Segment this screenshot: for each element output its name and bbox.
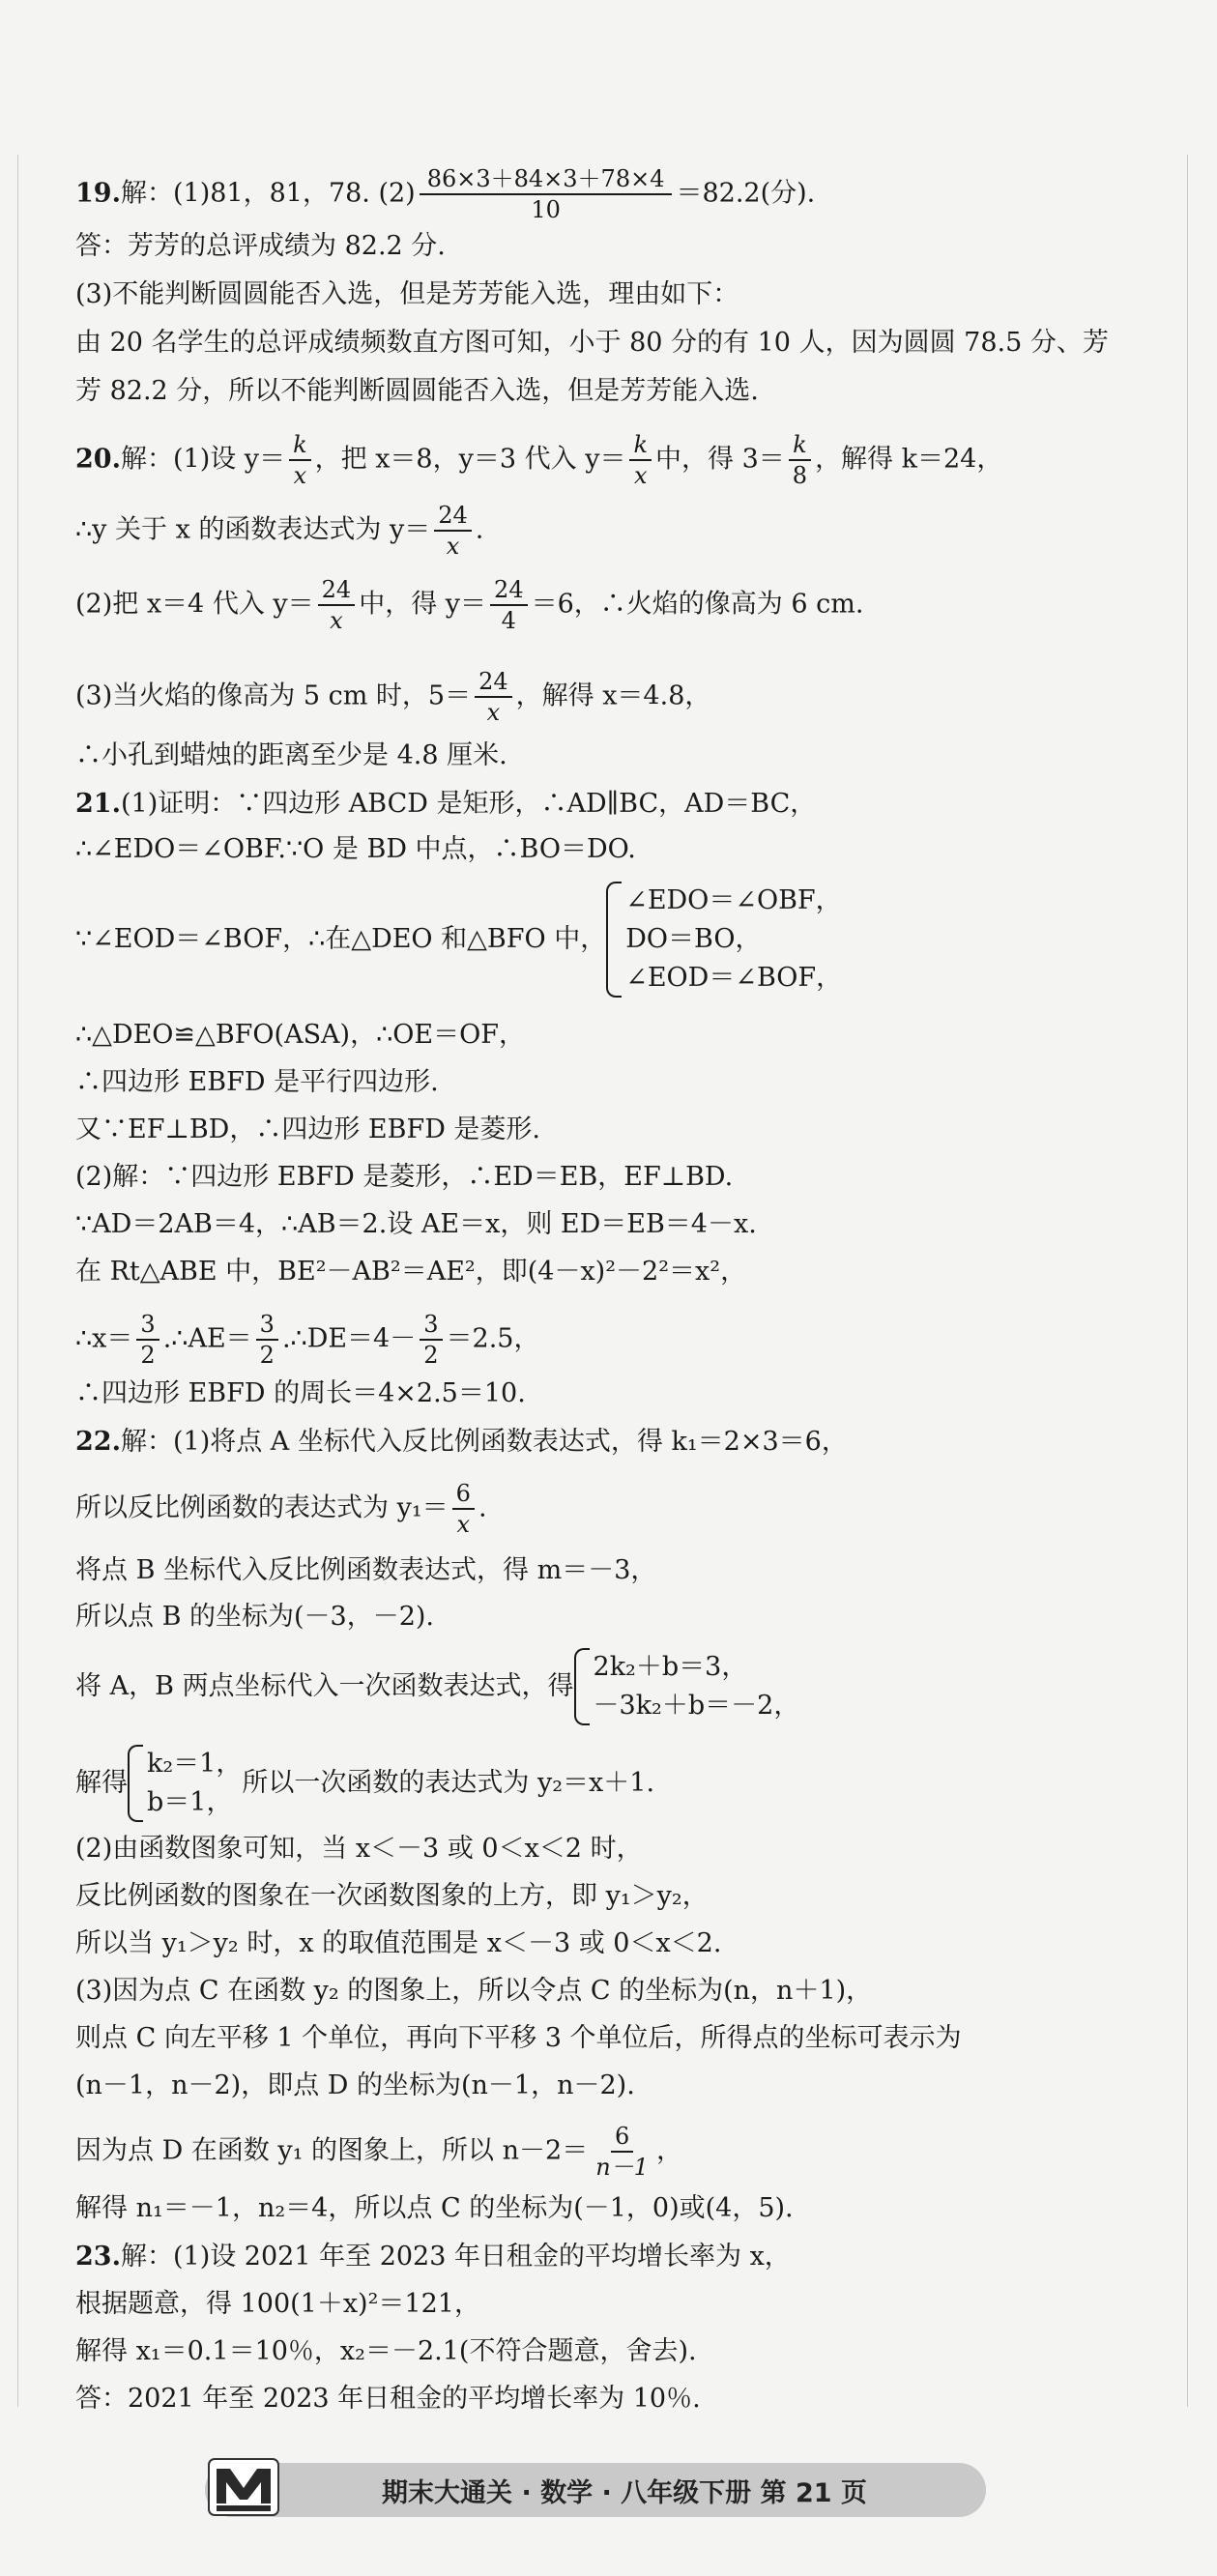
q22-line14: 解得 n₁＝－1，n₂＝4，所以点 C 的坐标为(－1，0)或(4，5).	[75, 2193, 794, 2223]
fraction	[318, 575, 356, 635]
q19-line1	[75, 164, 815, 224]
publisher-logo-icon	[207, 2455, 280, 2519]
denominator: x	[456, 1511, 471, 1538]
text: ＝6，∴火焰的像高为 6 cm.	[531, 589, 864, 620]
text: 解：(1)将点 A 坐标代入反比例函数表达式，得 k₁＝2×3＝6，	[120, 1427, 848, 1457]
text: 所以反比例函数的表达式为 y₁＝	[75, 1492, 449, 1523]
numerator: 24	[490, 575, 528, 606]
text: 因为点 D 在函数 y₁ 的图象上，所以 n－2＝	[75, 2135, 589, 2166]
q21-line7: (2)解：∵四边形 EBFD 是菱形，∴ED＝EB，EF⊥BD.	[75, 1162, 734, 1192]
text: ＝82.2(分).	[676, 178, 816, 209]
footer-banner	[205, 2463, 986, 2517]
q21-line10	[75, 1310, 539, 1370]
q21-line6: 又∵EF⊥BD，∴四边形 EBFD 是菱形.	[75, 1114, 541, 1144]
fraction	[452, 1479, 475, 1539]
system-rows	[594, 1648, 800, 1725]
text: 所以一次函数的表达式为 y₂＝x＋1.	[242, 1768, 655, 1798]
text: (3)当火焰的像高为 5 cm 时，5＝	[75, 680, 472, 711]
numerator: k	[289, 430, 311, 461]
row: ∠EOD＝∠BOF，	[625, 963, 843, 993]
equation-system	[128, 1745, 242, 1822]
text: .∴DE＝4－	[281, 1323, 417, 1354]
text: ，	[655, 2135, 682, 2166]
denominator: x	[633, 462, 648, 489]
equation-system	[574, 1648, 800, 1725]
text: .∴AE＝	[162, 1323, 252, 1354]
q23-line4: 答：2021 年至 2023 年日租金的平均增长率为 10％.	[75, 2384, 701, 2414]
text: (1)证明：∵四边形 ABCD 是矩形，∴AD∥BC，AD＝BC，	[120, 789, 817, 819]
fraction	[475, 667, 512, 727]
text: 解：(1)设 y＝	[120, 444, 286, 475]
denominator: 2	[140, 1342, 156, 1369]
text: ，把 x＝8，y＝3 代入 y＝	[314, 444, 626, 475]
row: b＝1，	[147, 1787, 233, 1817]
fraction	[420, 1310, 442, 1370]
q19-line5: 芳 82.2 分，所以不能判断圆圆能否入选，但是芳芳能入选.	[75, 376, 759, 406]
q23-line2: 根据题意，得 100(1＋x)²＝121，	[75, 2289, 480, 2319]
denominator: 2	[423, 1342, 439, 1369]
text: ∴x＝	[75, 1323, 133, 1354]
q21-line1	[75, 788, 816, 821]
q21-line5: ∴四边形 EBFD 是平行四边形.	[75, 1067, 439, 1097]
fraction	[136, 1310, 159, 1370]
q22-line8: 反比例函数的图象在一次函数图象的上方，即 y₁＞y₂，	[75, 1881, 709, 1911]
numerator: 86×3＋84×3＋78×4	[420, 164, 673, 195]
denominator: 2	[259, 1342, 275, 1369]
q22-line5	[75, 1648, 799, 1725]
system-rows	[625, 882, 842, 998]
row: 2k₂＋b＝3，	[593, 1652, 748, 1682]
text: ，解得 k＝24，	[815, 444, 1003, 475]
q22-line2	[75, 1479, 487, 1539]
q19-number: 19.	[75, 178, 121, 209]
numerator: 6	[452, 1479, 475, 1510]
denominator: x	[330, 607, 343, 634]
denominator: 8	[792, 462, 808, 489]
text: 中，得 y＝	[359, 589, 487, 620]
numerator: 3	[420, 1310, 442, 1341]
q21-line4: ∴△DEO≌△BFO(ASA)，∴OE＝OF，	[75, 1020, 525, 1050]
q23-line3: 解得 x₁＝0.1＝10％，x₂＝－2.1(不符合题意，舍去).	[75, 2336, 697, 2366]
q22-number: 22.	[75, 1427, 121, 1457]
system-rows	[147, 1745, 242, 1822]
q21-line11: ∴四边形 EBFD 的周长＝4×2.5＝10.	[75, 1378, 526, 1408]
q19-line2: 答：芳芳的总评成绩为 82.2 分.	[75, 231, 446, 261]
numerator: k	[789, 430, 811, 461]
numerator: 3	[136, 1310, 159, 1341]
q19-line4: 由 20 名学生的总评成绩频数直方图可知，小于 80 分的有 10 人，因为圆圆 78.5 分、芳	[75, 328, 1109, 358]
q20-line5: ∴小孔到蜡烛的距离至少是 4.8 厘米.	[75, 740, 507, 770]
fraction	[629, 430, 652, 490]
q21-line3	[75, 882, 842, 998]
q20-number: 20.	[75, 444, 121, 475]
q22-line9: 所以当 y₁＞y₂ 时，x 的取值范围是 x＜－3 或 0＜x＜2.	[75, 1928, 722, 1958]
text: ∴y 关于 x 的函数表达式为 y＝	[75, 514, 431, 545]
fraction	[256, 1310, 278, 1370]
denominator: x	[293, 462, 307, 489]
text: ∵∠EOD＝∠BOF，∴在△DEO 和△BFO 中，	[75, 924, 607, 954]
text: .	[478, 1492, 487, 1523]
text: 解：(1)设 2021 年至 2023 年日租金的平均增长率为 x，	[120, 2242, 791, 2272]
text: ＝2.5，	[446, 1323, 540, 1354]
q22-line7: (2)由函数图象可知，当 x＜－3 或 0＜x＜2 时，	[75, 1834, 643, 1864]
denominator: n－1	[595, 2154, 649, 2181]
q21-line8: ∵AD＝2AB＝4，∴AB＝2.设 AE＝x，则 ED＝EB＝4－x.	[75, 1209, 757, 1239]
numerator: 6	[611, 2122, 633, 2153]
numerator: k	[629, 430, 652, 461]
denominator: x	[486, 699, 501, 726]
fraction	[289, 430, 311, 490]
fraction	[789, 430, 811, 490]
q21-line2: ∴∠EDO＝∠OBF.∵O 是 BD 中点，∴BO＝DO.	[75, 834, 636, 864]
numerator: 24	[434, 501, 472, 532]
text: ，解得 x＝4.8，	[515, 680, 711, 711]
numerator: 3	[256, 1310, 278, 1341]
fraction	[490, 575, 528, 635]
brace	[606, 882, 622, 998]
q20-line2	[75, 501, 483, 561]
q22-line3: 将点 B 坐标代入反比例函数表达式，得 m＝－3，	[75, 1555, 657, 1585]
text: (2)把 x＝4 代入 y＝	[75, 589, 314, 620]
text: .	[475, 514, 484, 545]
q19-line3: (3)不能判断圆圆能否入选，但是芳芳能入选，理由如下：	[75, 279, 739, 309]
brace	[574, 1648, 590, 1725]
q22-line6	[75, 1745, 654, 1822]
q22-line11: 则点 C 向左平移 1 个单位，再向下平移 3 个单位后，所得点的坐标可表示为	[75, 2023, 962, 2053]
q21-number: 21.	[75, 789, 121, 819]
text: 解得	[75, 1768, 128, 1798]
q23-line1	[75, 2241, 791, 2273]
fraction	[420, 164, 673, 224]
numerator: 24	[318, 575, 356, 606]
row: k₂＝1，	[147, 1749, 243, 1779]
text: 中，得 3＝	[655, 444, 785, 475]
denominator: 10	[531, 196, 561, 223]
q22-line13	[75, 2122, 682, 2182]
denominator: 4	[501, 607, 516, 634]
q22-line12: (n－1，n－2)，即点 D 的坐标为(n－1，n－2).	[75, 2070, 635, 2100]
left-rule	[17, 155, 18, 2407]
fraction	[592, 2122, 652, 2182]
q21-line9: 在 Rt△ABE 中，BE²－AB²＝AE²，即(4－x)²－2²＝x²，	[75, 1257, 747, 1287]
row: DO＝BO，	[625, 924, 762, 954]
numerator: 24	[475, 667, 512, 698]
fraction	[434, 501, 472, 561]
text: 解：(1)81，81，78. (2)	[120, 178, 416, 209]
q22-line4: 所以点 B 的坐标为(－3，－2).	[75, 1602, 435, 1632]
row: ∠EDO＝∠OBF，	[625, 885, 842, 915]
q20-line3	[75, 575, 863, 635]
equation-system	[606, 882, 842, 998]
right-rule	[1187, 155, 1188, 2407]
q22-line1	[75, 1426, 848, 1459]
denominator: x	[446, 533, 460, 560]
q20-line1	[75, 430, 1002, 490]
text: 将 A，B 两点坐标代入一次函数表达式，得	[75, 1671, 574, 1701]
row: －3k₂＋b＝－2，	[593, 1691, 800, 1721]
brace	[128, 1745, 143, 1822]
footer-text: 期末大通关 · 数学 · 八年级下册 第 21 页	[382, 2477, 867, 2508]
q20-line4	[75, 667, 710, 727]
q22-line10: (3)因为点 C 在函数 y₂ 的图象上，所以令点 C 的坐标为(n，n＋1)，	[75, 1976, 873, 2006]
q23-number: 23.	[75, 2242, 121, 2272]
